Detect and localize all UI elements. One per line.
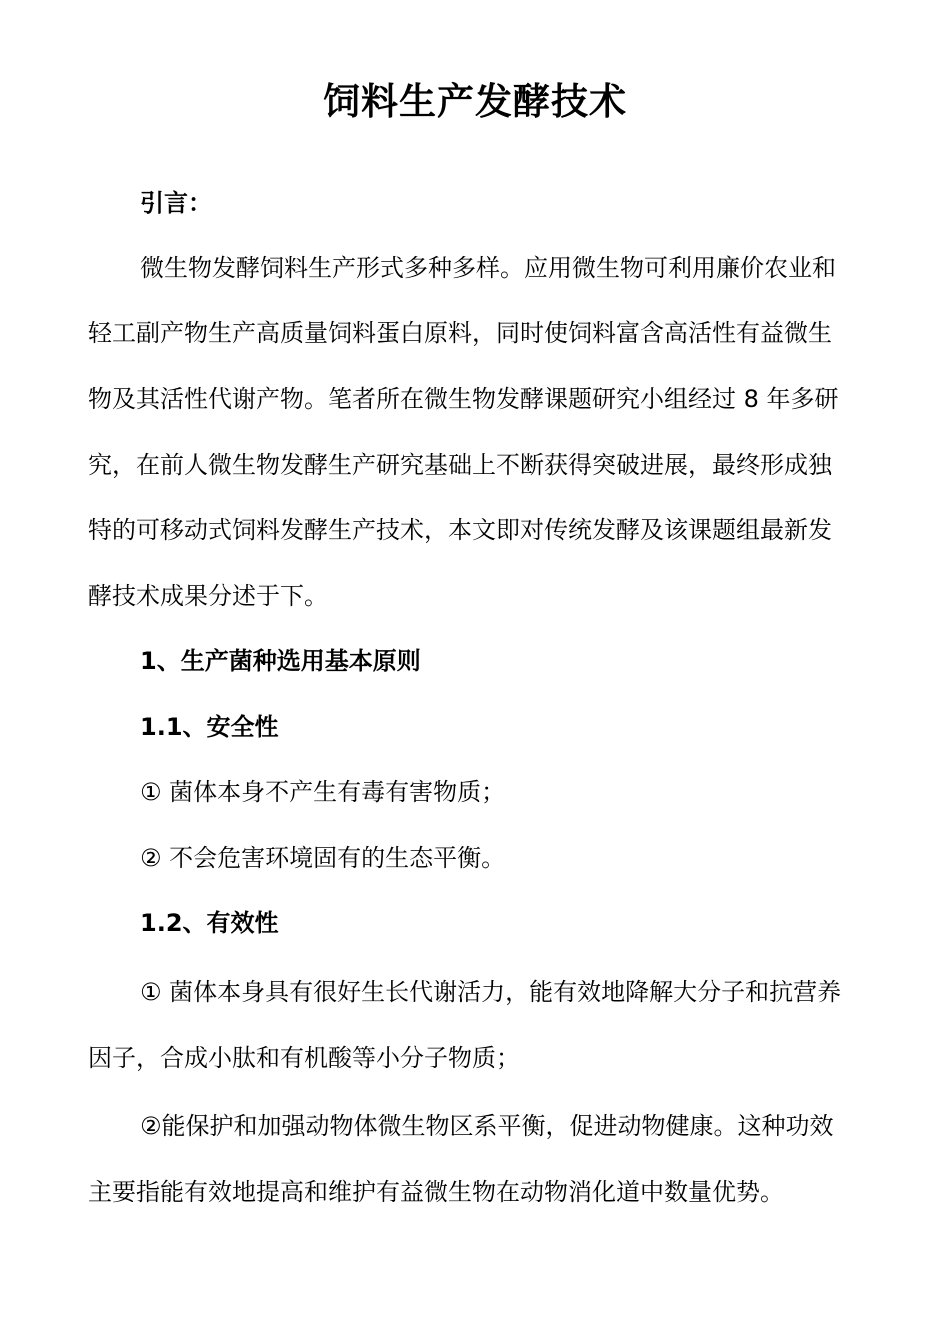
list-item-continuation: 主要指能有效地提高和维护有益微生物在动物消化道中数量优势。 xyxy=(88,1178,784,1206)
paragraph-line: 轻工副产物生产高质量饲料蛋白原料，同时使饲料富含高活性有益微生 xyxy=(88,319,832,347)
paragraph-line: 酵技术成果分述于下。 xyxy=(88,582,328,610)
list-item: ②能保护和加强动物体微生物区系平衡，促进动物健康。这种功效 xyxy=(140,1112,834,1140)
paragraph-line: 微生物发酵饲料生产形式多种多样。应用微生物可利用廉价农业和 xyxy=(140,254,836,282)
document-title: 饲料生产发酵技术 xyxy=(323,80,627,123)
intro-heading: 引言： xyxy=(140,189,212,217)
list-item: ① 菌体本身不产生有毒有害物质； xyxy=(140,778,506,806)
paragraph-line: 特的可移动式饲料发酵生产技术，本文即对传统发酵及该课题组最新发 xyxy=(88,516,832,544)
paragraph-line: 究，在前人微生物发酵生产研究基础上不断获得突破进展，最终形成独 xyxy=(88,451,832,479)
list-item-continuation: 因子，合成小肽和有机酸等小分子物质； xyxy=(88,1044,520,1072)
list-item: ② 不会危害环境固有的生态平衡。 xyxy=(140,844,506,872)
paragraph-line: 物及其活性代谢产物。笔者所在微生物发酵课题研究小组经过 8 年多研 xyxy=(88,385,839,413)
section-heading: 1、生产菌种选用基本原则 xyxy=(140,647,421,675)
subsection-heading: 1.2、有效性 xyxy=(140,909,279,937)
list-item: ① 菌体本身具有很好生长代谢活力，能有效地降解大分子和抗营养 xyxy=(140,978,842,1006)
subsection-heading: 1.1、安全性 xyxy=(140,713,279,741)
